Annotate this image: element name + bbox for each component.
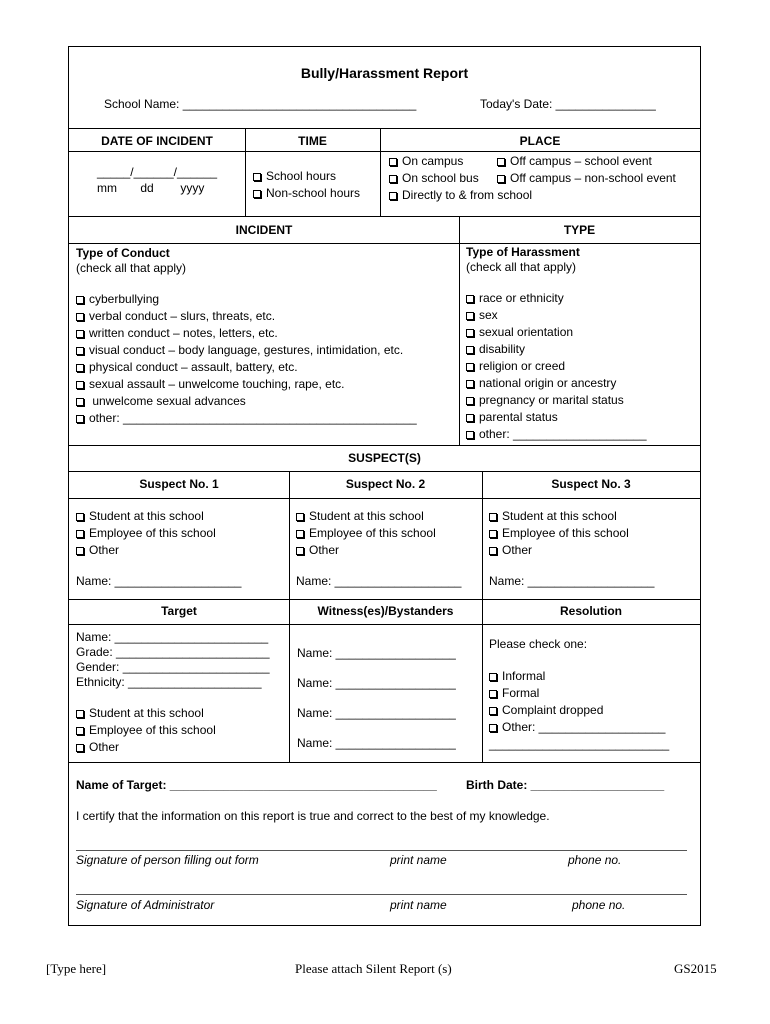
place-off-campus-event-checkbox[interactable]: Off campus – school event — [497, 153, 676, 170]
harassment-subtitle: (check all that apply) — [466, 260, 577, 274]
conduct-verbal-checkbox[interactable]: verbal conduct – slurs, threats, etc. — [76, 308, 417, 325]
date-format-hint: mm dd yyyy — [97, 181, 205, 195]
harassment-title: Type of Harassment — [466, 245, 580, 259]
checkbox-icon — [76, 347, 84, 355]
checkbox-icon — [466, 295, 474, 303]
suspect-1-employee-checkbox[interactable]: Employee of this school — [76, 525, 216, 542]
witness-2-name-field[interactable]: Name: __________________ — [297, 676, 456, 690]
checkbox-icon — [253, 190, 261, 198]
checkbox-icon — [76, 710, 84, 718]
checkbox-icon — [466, 414, 474, 422]
suspect-2-employee-checkbox[interactable]: Employee of this school — [296, 525, 436, 542]
signature-form-filler-label: Signature of person filling out form — [76, 853, 259, 867]
harassment-disability-checkbox[interactable]: disability — [466, 341, 647, 358]
checkbox-icon — [466, 397, 474, 405]
checkbox-icon — [296, 513, 304, 521]
checkbox-icon — [489, 513, 497, 521]
harassment-race-checkbox[interactable]: race or ethnicity — [466, 290, 647, 307]
checkbox-icon — [489, 530, 497, 538]
place-off-campus-non-checkbox[interactable]: Off campus – non-school event — [497, 170, 676, 187]
checkbox-icon — [466, 329, 474, 337]
witness-1-name-field[interactable]: Name: __________________ — [297, 646, 456, 660]
type-header: TYPE — [563, 223, 596, 237]
target-other-checkbox[interactable]: Other — [76, 739, 216, 756]
phone-label-1: phone no. — [568, 853, 622, 867]
conduct-other-checkbox[interactable]: other: ____________________________________________ — [76, 410, 417, 427]
suspect-2-other-checkbox[interactable]: Other — [296, 542, 436, 559]
incident-header: INCIDENT — [235, 223, 293, 237]
suspect-2-name-field[interactable]: Name: ___________________ — [296, 574, 462, 588]
checkbox-icon — [76, 313, 84, 321]
resolution-prompt: Please check one: — [489, 637, 588, 651]
suspect-3-student-checkbox[interactable]: Student at this school — [489, 508, 629, 525]
place-on-school-bus-checkbox[interactable]: On school bus — [389, 170, 532, 187]
phone-label-2: phone no. — [572, 898, 626, 912]
date-input-field[interactable]: _____/______/______ — [96, 165, 218, 179]
harassment-other-checkbox[interactable]: other: ____________________ — [466, 426, 647, 443]
checkbox-icon — [466, 380, 474, 388]
target-ethnicity-field[interactable]: Ethnicity: ____________________ — [76, 675, 262, 689]
checkbox-icon — [497, 175, 505, 183]
target-name-field[interactable]: Name: _______________________ — [76, 630, 269, 644]
birth-date-field[interactable]: Birth Date: ____________________ — [466, 778, 665, 792]
place-on-campus-checkbox[interactable]: On campus — [389, 153, 532, 170]
suspect-1-student-checkbox[interactable]: Student at this school — [76, 508, 216, 525]
conduct-visual-checkbox[interactable]: visual conduct – body language, gestures, intimidation, etc. — [76, 342, 417, 359]
checkbox-icon — [76, 296, 84, 304]
suspect-3-employee-checkbox[interactable]: Employee of this school — [489, 525, 629, 542]
signature-admin-label: Signature of Administrator — [76, 898, 215, 912]
harassment-national-origin-checkbox[interactable]: national origin or ancestry — [466, 375, 647, 392]
checkbox-icon — [489, 707, 497, 715]
suspect-3-name-field[interactable]: Name: ___________________ — [489, 574, 655, 588]
time-header: TIME — [298, 134, 327, 148]
school-name-field[interactable]: School Name: ___________________________________ — [104, 97, 417, 111]
form-title: Bully/Harassment Report — [300, 65, 469, 81]
harassment-sex-checkbox[interactable]: sex — [466, 307, 647, 324]
checkbox-icon — [466, 363, 474, 371]
checkbox-icon — [296, 530, 304, 538]
checkbox-icon — [489, 724, 497, 732]
checkbox-icon — [389, 192, 397, 200]
checkbox-icon — [489, 690, 497, 698]
checkbox-icon — [76, 398, 84, 406]
name-of-target-field[interactable]: Name of Target: ________________________________________ — [76, 778, 437, 792]
checkbox-icon — [76, 547, 84, 555]
checkbox-icon — [489, 547, 497, 555]
checkbox-icon — [296, 547, 304, 555]
suspect-1-header: Suspect No. 1 — [139, 477, 219, 491]
conduct-subtitle: (check all that apply) — [76, 261, 187, 275]
resolution-header: Resolution — [560, 604, 622, 618]
checkbox-icon — [389, 158, 397, 166]
checkbox-icon — [76, 330, 84, 338]
suspect-1-other-checkbox[interactable]: Other — [76, 542, 216, 559]
conduct-physical-checkbox[interactable]: physical conduct – assault, battery, etc. — [76, 359, 417, 376]
footer-right: GS2015 — [674, 961, 717, 976]
signature-line-1[interactable] — [76, 850, 687, 851]
conduct-title: Type of Conduct — [76, 246, 170, 260]
target-student-checkbox[interactable]: Student at this school — [76, 705, 216, 722]
footer-left: [Type here] — [46, 961, 107, 976]
print-name-label-1: print name — [390, 853, 447, 867]
checkbox-icon — [466, 312, 474, 320]
time-non-school-hours-checkbox[interactable]: Non-school hours — [253, 185, 360, 202]
harassment-parental-checkbox[interactable]: parental status — [466, 409, 647, 426]
resolution-dropped-checkbox[interactable]: Complaint dropped — [489, 702, 669, 719]
todays-date-field[interactable]: Today's Date: _______________ — [480, 97, 656, 111]
checkbox-icon — [76, 381, 84, 389]
checkbox-icon — [76, 513, 84, 521]
suspect-3-other-checkbox[interactable]: Other — [489, 542, 629, 559]
target-header: Target — [161, 604, 197, 618]
resolution-formal-checkbox[interactable]: Formal — [489, 685, 669, 702]
print-name-label-2: print name — [390, 898, 447, 912]
checkbox-icon — [76, 364, 84, 372]
conduct-cyberbullying-checkbox[interactable]: cyberbullying — [76, 291, 417, 308]
place-directly-checkbox[interactable]: Directly to & from school — [389, 187, 532, 204]
resolution-informal-checkbox[interactable]: Informal — [489, 668, 669, 685]
checkbox-icon — [76, 530, 84, 538]
conduct-unwelcome-advances-checkbox[interactable]: unwelcome sexual advances — [76, 393, 417, 410]
certify-statement: I certify that the information on this report is true and correct to the best of my knowledge. — [76, 809, 550, 823]
checkbox-icon — [76, 727, 84, 735]
harassment-orientation-checkbox[interactable]: sexual orientation — [466, 324, 647, 341]
checkbox-icon — [253, 173, 261, 181]
report-form — [68, 46, 701, 926]
checkbox-icon — [389, 175, 397, 183]
checkbox-icon — [466, 431, 474, 439]
conduct-sexual-assault-checkbox[interactable]: sexual assault – unwelcome touching, rape, etc. — [76, 376, 417, 393]
checkbox-icon — [76, 415, 84, 423]
conduct-written-checkbox[interactable]: written conduct – notes, letters, etc. — [76, 325, 417, 342]
target-gender-field[interactable]: Gender: ______________________ — [76, 660, 270, 674]
witnesses-header: Witness(es)/Bystanders — [317, 604, 454, 618]
time-school-hours-checkbox[interactable]: School hours — [253, 168, 360, 185]
harassment-religion-checkbox[interactable]: religion or creed — [466, 358, 647, 375]
suspect-1-name-field[interactable]: Name: ___________________ — [76, 574, 242, 588]
suspect-2-header: Suspect No. 2 — [345, 477, 426, 491]
suspects-header: SUSPECT(S) — [348, 451, 421, 465]
resolution-other-checkbox[interactable]: Other: ___________________ — [489, 719, 669, 736]
suspect-2-student-checkbox[interactable]: Student at this school — [296, 508, 436, 525]
checkbox-icon — [497, 158, 505, 166]
checkbox-icon — [466, 346, 474, 354]
target-grade-field[interactable]: Grade: _______________________ — [76, 645, 270, 659]
witness-4-name-field[interactable]: Name: __________________ — [297, 736, 456, 750]
suspect-3-header: Suspect No. 3 — [551, 477, 631, 491]
checkbox-icon — [489, 673, 497, 681]
signature-line-2[interactable] — [76, 894, 687, 895]
checkbox-icon — [76, 744, 84, 752]
target-employee-checkbox[interactable]: Employee of this school — [76, 722, 216, 739]
date-of-incident-header: DATE OF INCIDENT — [101, 134, 213, 148]
harassment-pregnancy-checkbox[interactable]: pregnancy or marital status — [466, 392, 647, 409]
footer-center: Please attach Silent Report (s) — [295, 961, 452, 976]
witness-3-name-field[interactable]: Name: __________________ — [297, 706, 456, 720]
place-header: PLACE — [519, 134, 561, 148]
resolution-other-extra-line[interactable]: ___________________________ — [489, 737, 670, 751]
